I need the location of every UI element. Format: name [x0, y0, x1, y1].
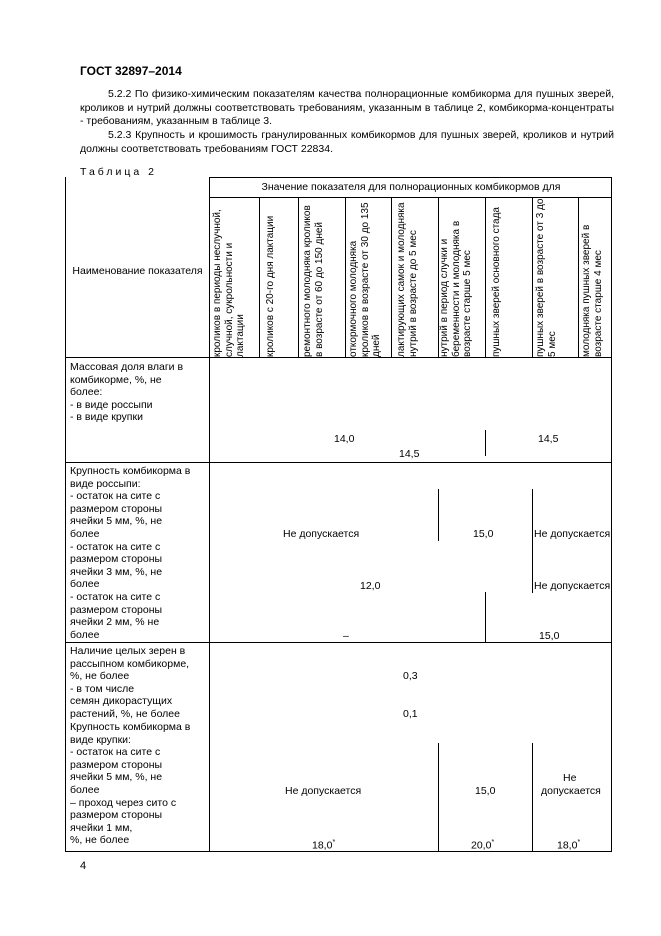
value-moisture-mash: 14,0	[334, 433, 355, 445]
table-2	[65, 177, 612, 852]
value-moisture-crumb: 14,5	[399, 448, 420, 460]
group-header: Значение показателя для полнорационных комбикормов для	[261, 181, 561, 193]
column-header: кроликов в периоды неслучной, случной, сукрольности и лактации	[212, 209, 246, 357]
column-header: молодняка пушных зверей в возрасте старше 4 мес	[581, 224, 604, 357]
row-label-whole-grains: Наличие целых зерен в рассыпном комбикорме, %, не более - в том числе семян дикорастущих растений, %, не более	[70, 645, 190, 720]
column-header: пушных зверей основного стада	[491, 207, 502, 357]
value-sieve-3mm: 12,0	[360, 580, 381, 592]
value-sieve-2mm: 15,0	[539, 630, 560, 642]
column-header: лактирующих самок и молодняка нутрий в возрасте до 5 мес	[396, 202, 419, 357]
value-wild-seeds: 0,1	[403, 708, 418, 720]
row-divider	[66, 642, 612, 643]
value-divider	[532, 489, 533, 593]
column-line	[485, 197, 486, 358]
value-crumb-5mm: Не	[563, 772, 577, 784]
name-header: Наименование показателя	[72, 265, 203, 277]
row-label-moisture: Массовая доля влаги в комбикорме, %, не более: - в виде россыпи - в виде крупки	[70, 361, 184, 424]
row-label-size-mash: Крупность комбикорма в виде россыпи: - остаток на сите с размером стороны ячейки 5 мм, %, не более - остаток на сите с размером стороны ячейки 3 мм, %, не более - остаток на сите с размером стороны ячейки 2 мм, % не более	[70, 465, 191, 641]
value-whole-grains: 0,3	[403, 670, 418, 682]
value-crumb-5mm: допускается	[541, 785, 601, 797]
column-header: нутрий в период случки и беременности и молодняка в возрасте старше 5 мес	[439, 220, 473, 357]
name-column-line	[209, 177, 210, 358]
column-line	[532, 197, 533, 358]
column-line	[578, 197, 579, 358]
column-header: ремонтного молодняка кроликов в возрасте от 60 до 150 дней	[302, 205, 325, 357]
value-divider	[485, 430, 486, 456]
name-column-line	[209, 357, 210, 852]
value-divider	[438, 489, 439, 541]
paragraph-5-2-2: 5.2.2 По физико-химическим показателям качества полнорационные комбикорма для пушных зверей, кроликов и нутрий должны соответствовать требованиям, указанным в таблице 2, комбикорма-концентраты - требованиям, указанным в таблице 3.	[80, 88, 614, 127]
table-top-line	[209, 177, 612, 178]
page-number: 4	[80, 860, 87, 872]
column-line	[259, 197, 260, 358]
value-crumb-5mm: 15,0	[475, 785, 496, 797]
column-line	[298, 197, 299, 358]
column-header: откормочного молодняка кроликов в возрасте от 30 до 135 дней	[348, 202, 382, 357]
table-caption: Таблица 2	[80, 166, 157, 178]
value-divider	[532, 743, 533, 852]
value-divider	[438, 743, 439, 852]
value-moisture-mash: 14,5	[538, 433, 559, 445]
row-divider	[66, 462, 612, 463]
value-sieve-3mm: Не допускается	[534, 580, 611, 592]
paragraph-5-2-3: 5.2.3 Крупность и крошимость гранулированных комбикормов для пушных зверей, кроликов и нутрий должны соответствовать требованиям ГОСТ 22834.	[80, 129, 614, 155]
value-sieve-2mm: –	[343, 630, 349, 642]
column-header: кроликов с 20-го дня лактации	[265, 215, 276, 357]
header-bottom-line	[66, 357, 612, 358]
document-header: ГОСТ 32897–2014	[80, 64, 182, 78]
value-pass-1mm: 18,0*	[312, 839, 336, 852]
value-divider	[485, 592, 486, 643]
value-sieve-5mm: 15,0	[473, 528, 494, 540]
column-line	[345, 197, 346, 358]
value-pass-1mm: 20,0*	[471, 839, 495, 852]
column-header: пушных зверей в возрасте от 3 до 5 мес	[535, 198, 558, 357]
value-sieve-5mm: Не допускается	[283, 528, 360, 540]
value-pass-1mm: 18,0*	[557, 839, 581, 852]
column-line	[391, 197, 392, 358]
value-crumb-5mm: Не допускается	[285, 785, 362, 797]
row-label-size-crumb: Крупность комбикорма в виде крупки: - остаток на сите с размером стороны ячейки 5 мм, %, не более – проход через сито с размером стороны ячейки 1 мм, %, не более	[70, 721, 191, 847]
value-sieve-5mm: Не допускается	[534, 528, 611, 540]
